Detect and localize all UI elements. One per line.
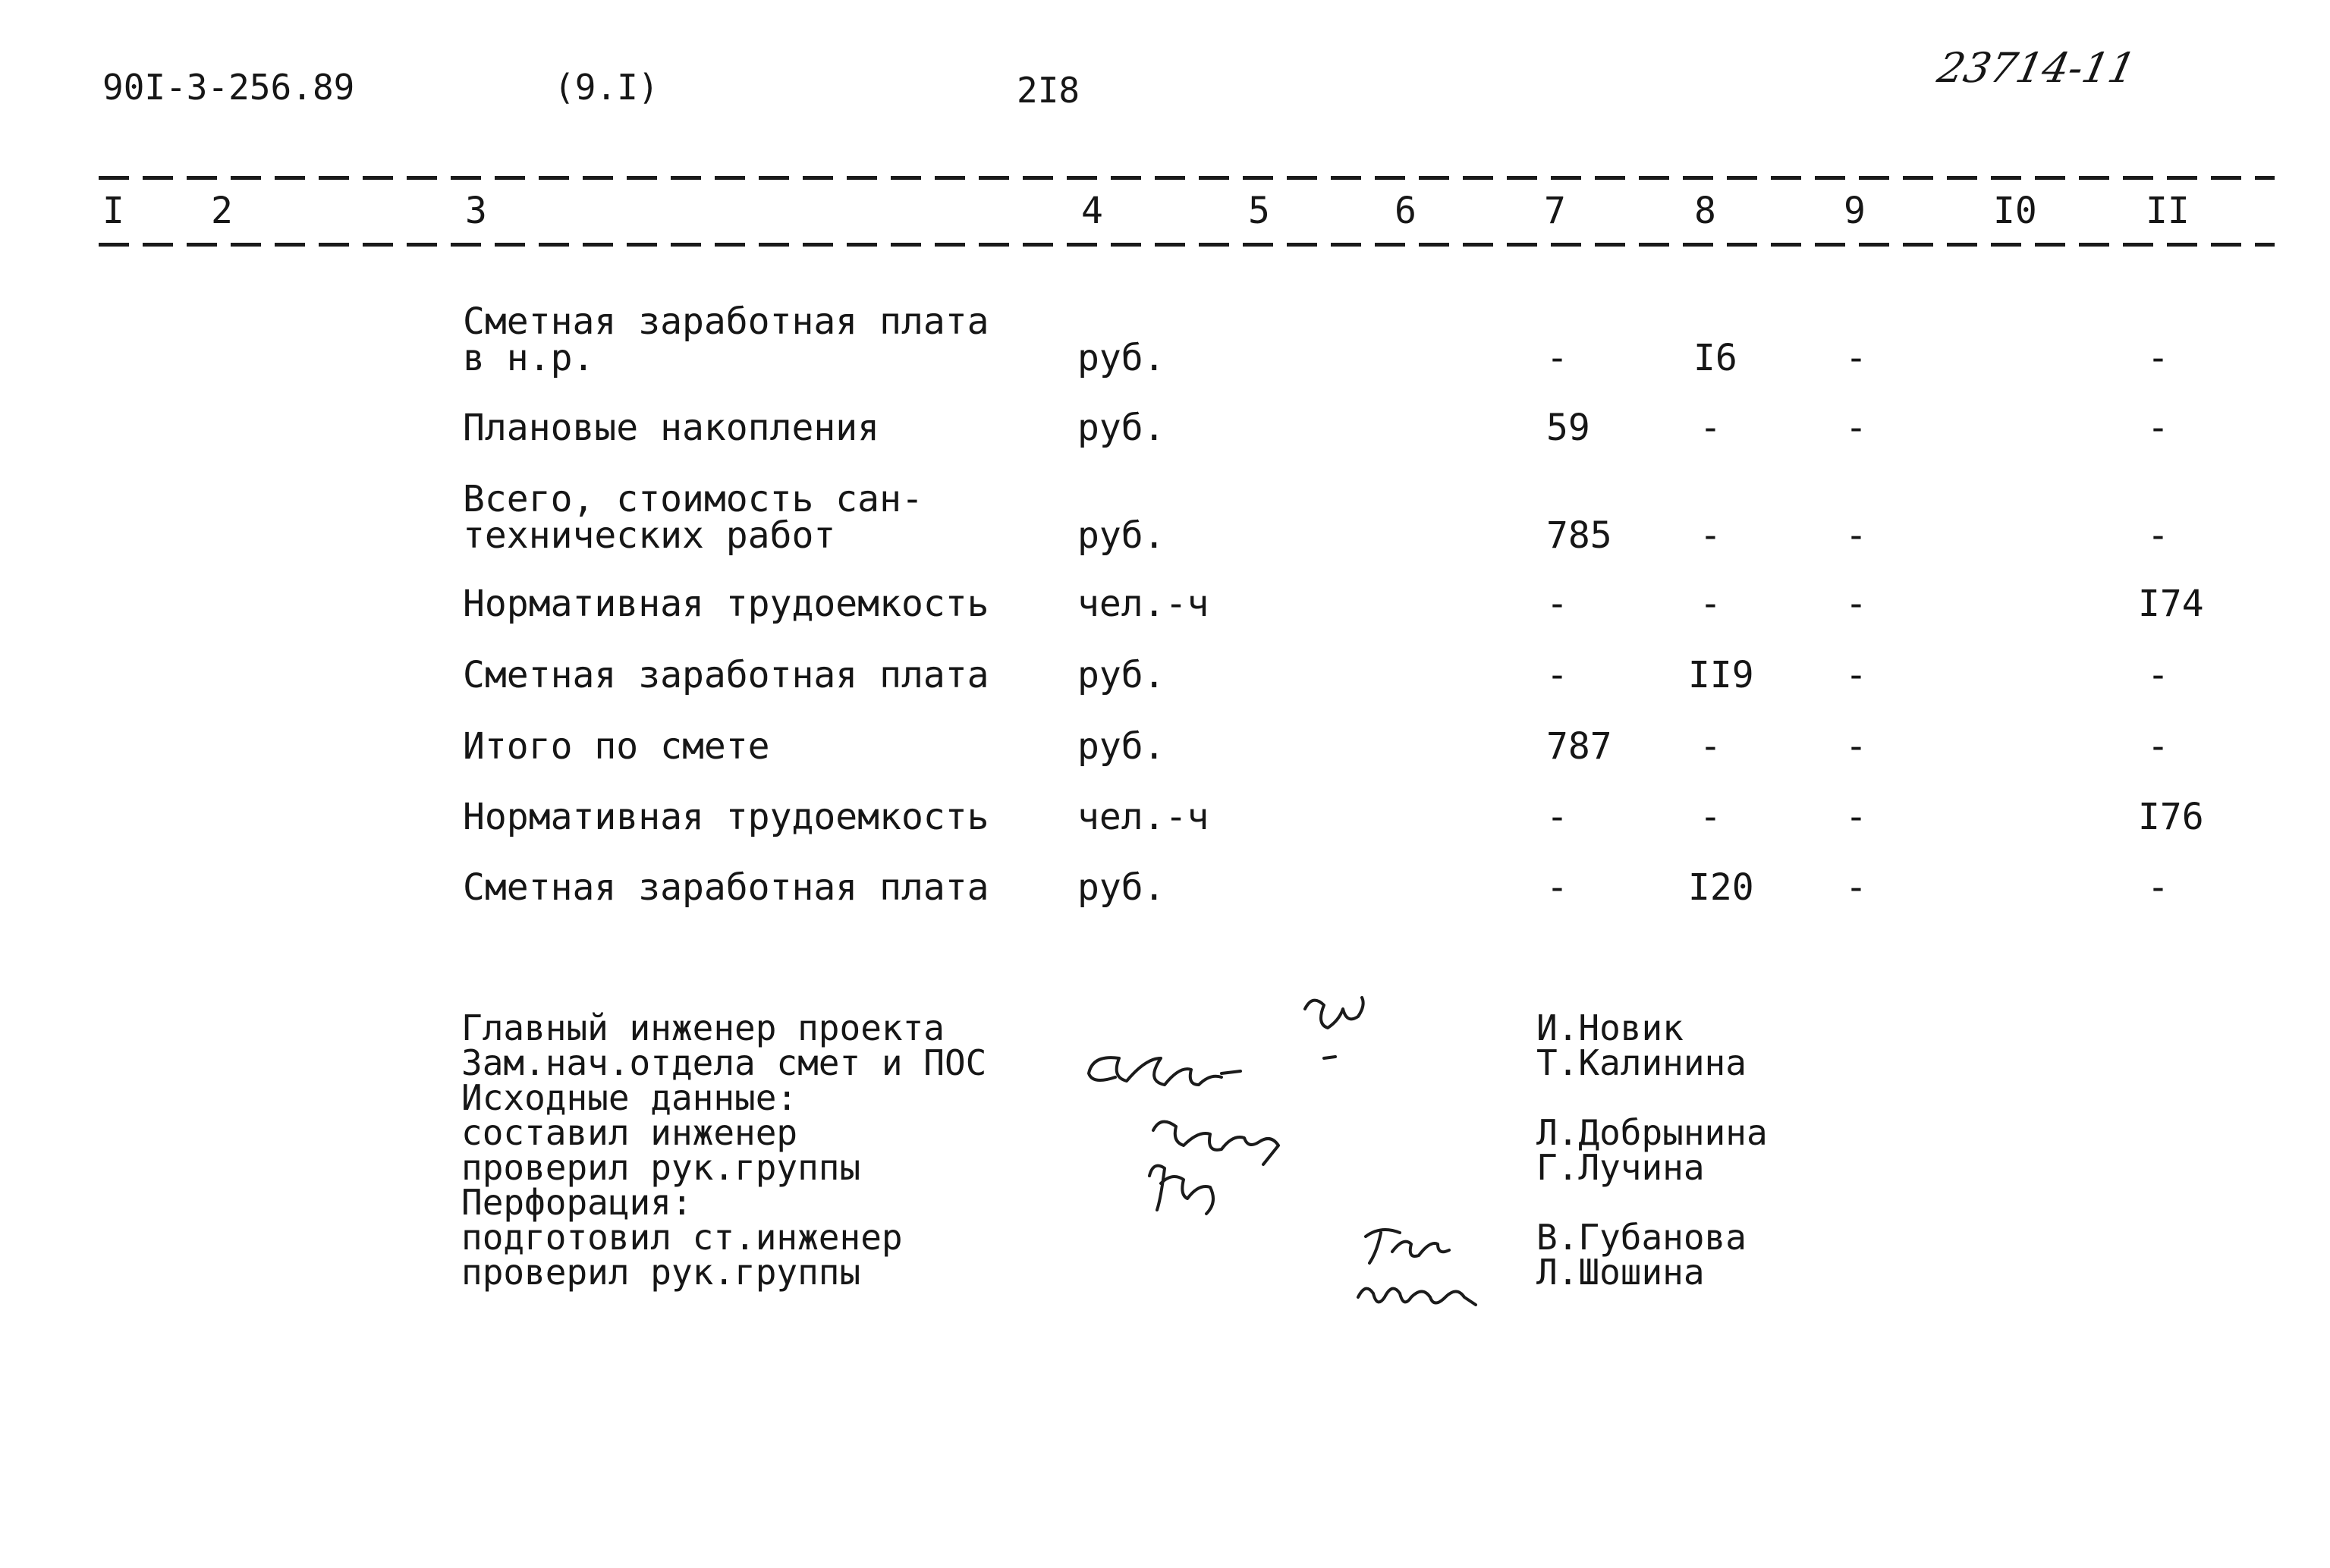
row-name-line1: Плановые накопления (463, 407, 880, 449)
row-unit: чел.-ч (1077, 583, 1209, 625)
row-col9: - (1845, 725, 1867, 768)
row-name-line1: Итого по смете (463, 725, 770, 768)
column-8-header: 8 (1694, 190, 1716, 232)
row-col8: - (1700, 725, 1722, 768)
role-line: составил инженер (461, 1112, 798, 1153)
section-number: (9.I) (554, 67, 659, 108)
column-2-header: 2 (211, 190, 233, 232)
signer-name: Г.Лучина (1536, 1147, 1705, 1188)
signer-name: Л.Шошина (1536, 1252, 1705, 1293)
row-col7: 787 (1546, 725, 1612, 768)
row-unit: руб. (1077, 725, 1165, 768)
row-col11: - (2147, 407, 2169, 449)
column-10-header: I0 (1993, 190, 2037, 232)
column-5-header: 5 (1248, 190, 1270, 232)
column-6-header: 6 (1395, 190, 1417, 232)
document-code: 90I-3-256.89 (102, 67, 355, 108)
role-line: Главный инженер проекта (461, 1007, 945, 1048)
row-name-line2: технических работ (463, 514, 836, 557)
row-name-line1: Сметная заработная плата (463, 300, 989, 343)
row-col9: - (1845, 796, 1867, 838)
row-col7: - (1546, 337, 1568, 379)
row-col9: - (1845, 583, 1867, 625)
role-line: подготовил ст.инженер (461, 1217, 903, 1258)
row-unit: руб. (1077, 514, 1165, 557)
row-col9: - (1845, 866, 1867, 909)
row-name-line1: Сметная заработная плата (463, 866, 989, 909)
row-col8: - (1700, 407, 1722, 449)
signer-name: Л.Добрынина (1536, 1112, 1768, 1153)
row-col7: - (1546, 583, 1568, 625)
row-col7: - (1546, 796, 1568, 838)
signer-name (1536, 1080, 1768, 1115)
role-line: проверил рук.группы (461, 1147, 861, 1188)
row-col7: 785 (1546, 514, 1612, 557)
row-unit: руб. (1077, 866, 1165, 909)
header-top-rule (99, 176, 2275, 180)
column-3-header: 3 (465, 190, 487, 232)
row-unit: руб. (1077, 407, 1165, 449)
signer-name: Т.Калинина (1536, 1042, 1747, 1083)
column-4-header: 4 (1081, 190, 1103, 232)
row-col7: - (1546, 866, 1568, 909)
row-col8: - (1700, 583, 1722, 625)
role-line: Зам.нач.отдела смет и ПОС (461, 1042, 987, 1083)
row-col11: I74 (2138, 583, 2204, 625)
row-unit: чел.-ч (1077, 796, 1209, 838)
column-11-header: II (2146, 190, 2190, 232)
column-7-header: 7 (1544, 190, 1566, 232)
signature-roles (461, 1007, 987, 1293)
page-number: 2I8 (1017, 70, 1080, 111)
row-col11: I76 (2138, 796, 2204, 838)
row-col8: II9 (1688, 654, 1754, 696)
role-line: Исходные данные: (461, 1077, 798, 1118)
row-col11: - (2147, 866, 2169, 909)
row-col7: 59 (1546, 407, 1590, 449)
row-col9: - (1845, 654, 1867, 696)
role-line: Перфорация: (461, 1182, 693, 1223)
signer-name: И.Новик (1536, 1007, 1684, 1048)
row-unit: руб. (1077, 337, 1165, 379)
row-col11: - (2147, 725, 2169, 768)
row-col8: - (1700, 514, 1722, 557)
header-bottom-rule (99, 243, 2275, 247)
row-col11: - (2147, 654, 2169, 696)
row-unit: руб. (1077, 654, 1165, 696)
row-col9: - (1845, 407, 1867, 449)
signature-names (1536, 1007, 1768, 1293)
row-name-line1: Сметная заработная плата (463, 654, 989, 696)
row-name-line2: в н.р. (463, 337, 595, 379)
row-col8: I20 (1688, 866, 1754, 909)
column-1-header: I (102, 190, 124, 232)
row-col9: - (1845, 337, 1867, 379)
row-name-line1: Нормативная трудоемкость (463, 796, 989, 838)
column-9-header: 9 (1844, 190, 1866, 232)
row-col9: - (1845, 514, 1867, 557)
signer-name: В.Губанова (1536, 1217, 1747, 1258)
inventory-stamp: 23714-11 (1933, 44, 2140, 92)
signer-name (1536, 1185, 1768, 1220)
row-col8: I6 (1693, 337, 1737, 379)
role-line: проверил рук.группы (461, 1252, 861, 1293)
row-col11: - (2147, 337, 2169, 379)
row-name-line1: Нормативная трудоемкость (463, 583, 989, 625)
row-col7: - (1546, 654, 1568, 696)
row-col8: - (1700, 796, 1722, 838)
row-col11: - (2147, 514, 2169, 557)
row-name-line1: Всего, стоимость сан- (463, 478, 923, 520)
